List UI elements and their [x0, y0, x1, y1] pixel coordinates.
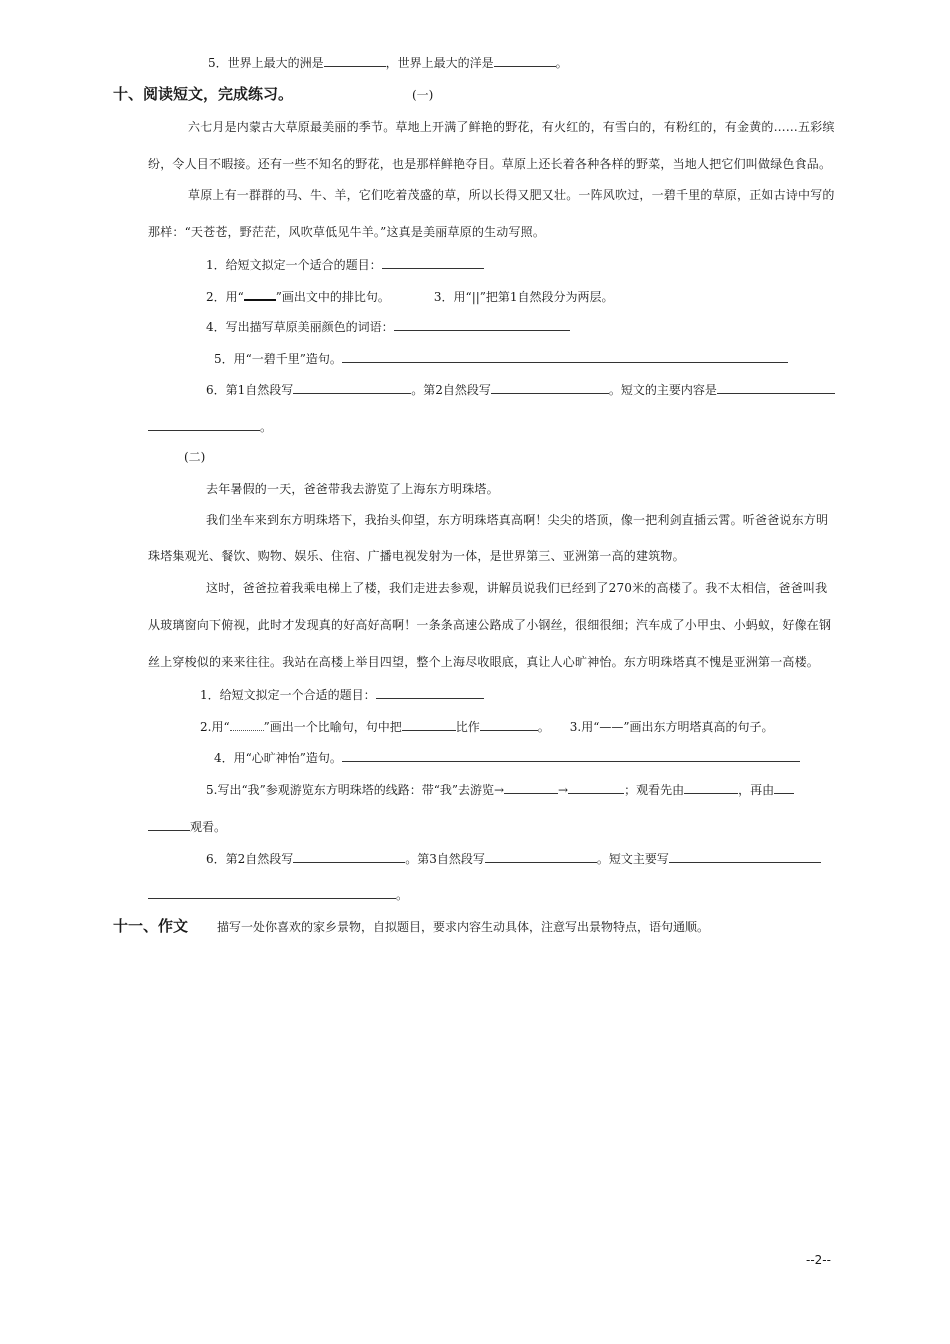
question-text: 。短文主要写: [596, 852, 669, 866]
question-text: 4．用“心旷神怡”造句。: [214, 751, 342, 765]
q5-text-c: 。: [555, 56, 568, 70]
question-text: 。: [537, 720, 550, 734]
question-text: 1．给短文拟定一个合适的题目：: [200, 688, 376, 702]
answer-blank[interactable]: [684, 781, 738, 794]
answer-blank[interactable]: [480, 718, 538, 731]
question-2-6: [206, 850, 821, 867]
question-text: ”画出一个比喻句，句中把: [263, 720, 402, 734]
answer-blank[interactable]: [494, 54, 556, 67]
page-number: --2--: [806, 1253, 831, 1267]
answer-blank[interactable]: [491, 381, 609, 394]
question-text: 4．写出描写草原美丽颜色的词语：: [206, 320, 394, 334]
answer-blank[interactable]: [568, 781, 624, 794]
question-1-1: [206, 256, 484, 273]
answer-blank[interactable]: [342, 350, 788, 363]
question-text: 观看。: [190, 820, 227, 834]
question-text: 。短文的主要内容是: [608, 383, 717, 397]
question-1-6: [206, 381, 835, 398]
question-2-5-cont: [148, 818, 226, 835]
question-2-1: [200, 686, 484, 703]
question-1-5: [214, 350, 788, 367]
question-1-4: [206, 318, 570, 335]
question-text: 。第3自然段写: [405, 852, 485, 866]
question-text: →: [558, 783, 569, 797]
question-2-5: [206, 781, 794, 798]
passage-2-line: 去年暑假的一天，爸爸带我去游览了上海东方明珠塔。: [206, 482, 499, 496]
question-text: 。: [396, 888, 409, 902]
part-2-label: (二): [184, 450, 206, 464]
answer-blank[interactable]: [382, 256, 484, 269]
question-text: ，再由: [738, 783, 775, 797]
question-text: ”画出文中的排比句。: [275, 290, 390, 304]
question-2-2-3: [200, 718, 774, 735]
underline-symbol: [244, 288, 276, 301]
question-text: 5.写出“我”参观游览东方明珠塔的线路：带“我”去游览→: [206, 783, 505, 797]
question-text: 。: [260, 420, 273, 434]
question-text: ；观看先由: [624, 783, 685, 797]
passage-2-line: 珠塔集观光、餐饮、购物、娱乐、住宿、广播电视发射为一体，是世界第三、亚洲第一高的建筑物。: [148, 549, 685, 563]
answer-blank[interactable]: [293, 381, 411, 394]
answer-blank[interactable]: [504, 781, 558, 794]
answer-blank[interactable]: [717, 381, 835, 394]
answer-blank[interactable]: [293, 850, 405, 863]
answer-blank[interactable]: [774, 781, 794, 794]
question-text: 。第2自然段写: [411, 383, 491, 397]
answer-blank[interactable]: [148, 418, 260, 431]
passage-1-line: 草原上有一群群的马、牛、羊，它们吃着茂盛的草，所以长得又肥又壮。一阵风吹过，一碧千里的草原，正如古诗中写的: [188, 188, 835, 202]
question-text: 5．用“一碧千里”造句。: [214, 352, 342, 366]
question-2-6-cont: [148, 886, 408, 903]
question-text: 3．用“||”把第1自然段分为两层。: [433, 290, 614, 304]
passage-2-line: 这时，爸爸拉着我乘电梯上了楼，我们走进去参观，讲解员说我们已经到了270米的高楼了。我不太相信，爸爸叫我: [206, 581, 828, 595]
passage-1-line: 那样：“天苍苍，野茫茫，风吹草低见牛羊。”这真是美丽草原的生动写照。: [148, 225, 546, 239]
question-1-2-3: [206, 288, 614, 305]
answer-blank[interactable]: [669, 850, 821, 863]
wavy-underline-symbol: [230, 719, 264, 731]
answer-blank[interactable]: [485, 850, 597, 863]
question-5-continents: [208, 54, 568, 71]
question-text: 2.用“: [200, 720, 230, 734]
question-text: 6．第1自然段写: [206, 383, 294, 397]
passage-2-line: 丝上穿梭似的来来往往。我站在高楼上举目四望，整个上海尽收眼底，真让人心旷神怡。东方明珠塔真不愧是亚洲第一高楼。: [148, 655, 820, 669]
q5-text-a: 5．世界上最大的洲是: [208, 56, 324, 70]
question-text: 2．用“: [206, 290, 244, 304]
passage-2-line: 我们坐车来到东方明珠塔下，我抬头仰望，东方明珠塔真高啊！尖尖的塔顶，像一把利剑直插云霄。听爸爸说东方明: [206, 513, 829, 527]
answer-blank[interactable]: [394, 318, 570, 331]
answer-blank[interactable]: [148, 818, 190, 831]
answer-blank[interactable]: [402, 718, 456, 731]
passage-1-line: 六七月是内蒙古大草原最美丽的季节。草地上开满了鲜艳的野花，有火红的，有雪白的，有粉红的，有金黄的……五彩缤: [188, 120, 835, 134]
question-2-4: [214, 749, 800, 766]
section-10-title: 十、阅读短文，完成练习。: [113, 85, 294, 103]
question-text: 1．给短文拟定一个适合的题目：: [206, 258, 382, 272]
passage-2-line: 从玻璃窗向下俯视，此时才发现真的好高好高啊！一条条高速公路成了小钢丝，很细很细；汽车成了小甲虫、小蚂蚁，好像在钢: [148, 618, 832, 632]
part-1-label: (一): [412, 88, 434, 102]
answer-blank[interactable]: [342, 749, 800, 762]
answer-blank[interactable]: [148, 886, 396, 899]
answer-blank[interactable]: [376, 686, 484, 699]
answer-blank[interactable]: [324, 54, 386, 67]
question-text: 3.用“——”画出东方明塔真高的句子。: [569, 720, 774, 734]
question-1-6-cont: [148, 418, 272, 435]
q5-text-b: ，世界上最大的洋是: [385, 56, 494, 70]
question-text: 比作: [455, 720, 480, 734]
passage-1-line: 纷，令人目不暇接。还有一些不知名的野花，也是那样鲜艳夺目。草原上还长着各种各样的野菜，当地人把它们叫做绿色食品。: [148, 157, 832, 171]
composition-prompt: 描写一处你喜欢的家乡景物，自拟题目，要求内容生动具体，注意写出景物特点，语句通顺。: [217, 920, 710, 934]
question-text: 6．第2自然段写: [206, 852, 294, 866]
section-11-title: 十一、作文: [113, 917, 189, 935]
